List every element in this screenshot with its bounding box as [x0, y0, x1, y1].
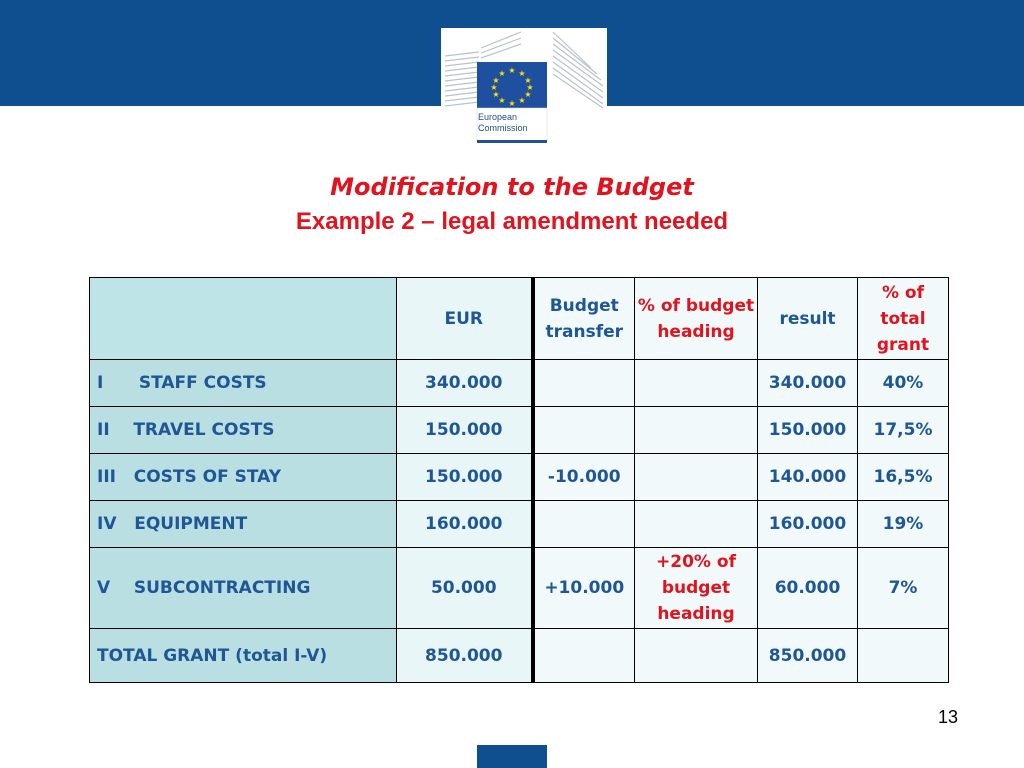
svg-text:★: ★ — [508, 66, 516, 75]
svg-text:★: ★ — [524, 90, 532, 99]
table-row — [90, 501, 949, 548]
row-transfer — [533, 501, 635, 548]
row-eur: 150.000 — [397, 454, 533, 501]
table-row — [90, 360, 949, 407]
svg-text:★: ★ — [518, 96, 526, 105]
page-subtitle: Example 2 – legal amendment needed — [295, 208, 729, 235]
footer-tab — [477, 745, 547, 768]
row-label: II TRAVEL COSTS — [90, 407, 397, 454]
row-transfer: +10.000 — [533, 548, 635, 629]
row-result: 850.000 — [758, 629, 858, 683]
logo-line-1: European — [478, 112, 518, 122]
row-pct-total: 40% — [858, 360, 949, 407]
row-eur: 160.000 — [397, 501, 533, 548]
header-label — [90, 278, 397, 360]
row-eur: 340.000 — [397, 360, 533, 407]
table-row — [90, 548, 949, 629]
row-pct-heading — [635, 454, 758, 501]
row-result: 150.000 — [758, 407, 858, 454]
row-eur: 150.000 — [397, 407, 533, 454]
row-transfer — [533, 360, 635, 407]
svg-text:★: ★ — [498, 96, 506, 105]
row-eur: 850.000 — [397, 629, 533, 683]
row-pct-heading — [635, 501, 758, 548]
row-pct-total: 17,5% — [858, 407, 949, 454]
svg-text:★: ★ — [492, 76, 500, 85]
svg-text:★: ★ — [526, 83, 534, 92]
row-eur: 50.000 — [397, 548, 533, 629]
row-pct-total: 19% — [858, 501, 949, 548]
svg-text:★: ★ — [492, 90, 500, 99]
header-pct-total-grant: % of total grant — [858, 278, 949, 360]
row-transfer: -10.000 — [533, 454, 635, 501]
row-pct-heading — [635, 629, 758, 683]
row-pct-total — [858, 629, 949, 683]
page-number: 13 — [938, 707, 959, 727]
header-pct-budget-heading: % of budget heading — [635, 278, 758, 360]
row-label: III COSTS OF STAY — [90, 454, 397, 501]
table-header-row — [90, 278, 949, 360]
row-pct-heading: +20% of budget heading — [635, 548, 758, 629]
table-row — [90, 454, 949, 501]
logo-line-2: Commission — [478, 123, 528, 133]
row-label: I STAFF COSTS — [90, 360, 397, 407]
logo-text — [478, 112, 548, 134]
svg-text:★: ★ — [518, 69, 526, 78]
row-pct-total: 7% — [858, 548, 949, 629]
row-result: 60.000 — [758, 548, 858, 629]
row-pct-total: 16,5% — [858, 454, 949, 501]
header-eur: EUR — [397, 278, 533, 360]
row-pct-heading — [635, 360, 758, 407]
svg-text:★: ★ — [508, 99, 516, 108]
row-pct-heading — [635, 407, 758, 454]
table-total-row — [90, 629, 949, 683]
svg-text:★: ★ — [498, 69, 506, 78]
row-result: 140.000 — [758, 454, 858, 501]
page-title: Modification to the Budget — [330, 173, 694, 201]
row-result: 340.000 — [758, 360, 858, 407]
row-transfer — [533, 407, 635, 454]
row-label: IV EQUIPMENT — [90, 501, 397, 548]
header-budget-transfer: Budget transfer — [533, 278, 635, 360]
svg-text:★: ★ — [524, 76, 532, 85]
row-result: 160.000 — [758, 501, 858, 548]
header-result: result — [758, 278, 858, 360]
table-row — [90, 407, 949, 454]
row-transfer — [533, 629, 635, 683]
row-label: V SUBCONTRACTING — [90, 548, 397, 629]
row-label: TOTAL GRANT (total I-V) — [90, 629, 397, 683]
svg-text:★: ★ — [490, 83, 498, 92]
budget-table — [89, 277, 949, 683]
